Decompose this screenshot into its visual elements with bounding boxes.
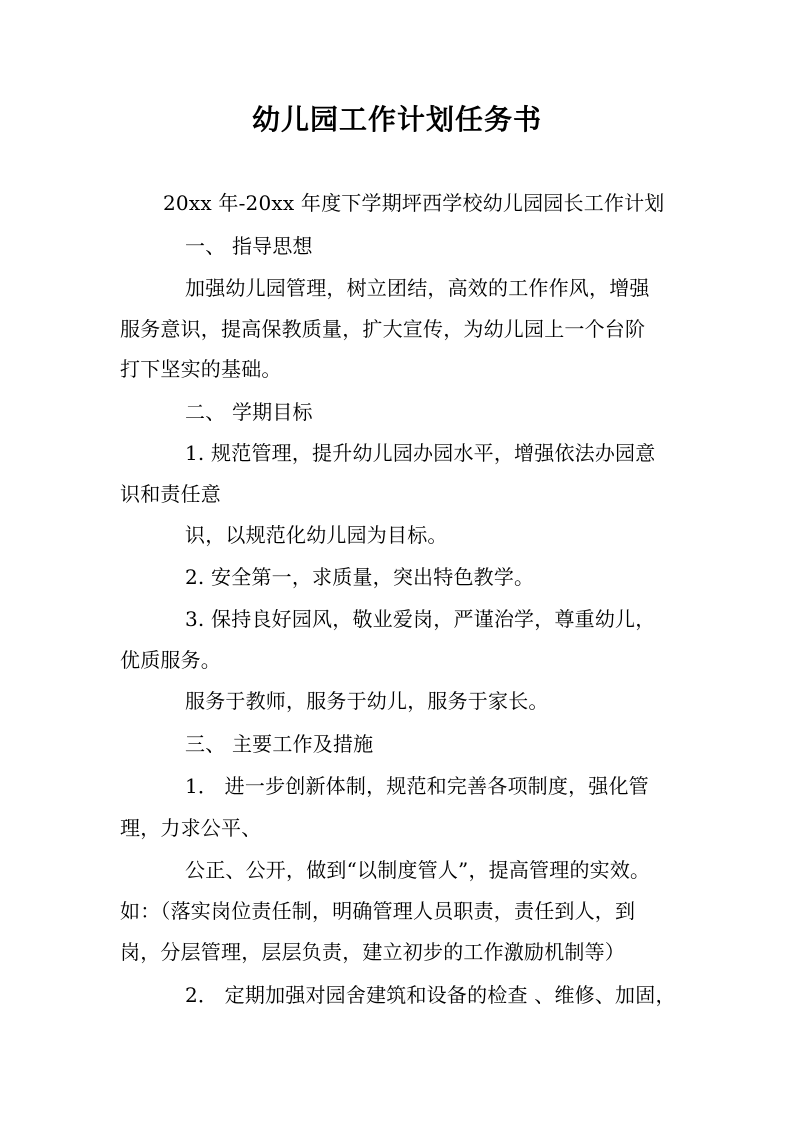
paragraph-line: 加强幼儿园管理，树立团结，高效的工作作风，增强 bbox=[185, 276, 650, 300]
list-item-line: 1． 进一步创新体制，规范和完善各项制度，强化管 bbox=[185, 774, 649, 798]
paragraph-line: 打下坚实的基础。 bbox=[120, 357, 282, 381]
list-item-line: 岗，分层管理，层层负责，建立初步的工作激励机制等） bbox=[120, 940, 625, 964]
list-item-line: 识和责任意 bbox=[120, 482, 221, 506]
list-item-line: 优质服务。 bbox=[120, 648, 221, 672]
list-item-line: 识，以规范化幼儿园为目标。 bbox=[185, 523, 448, 547]
document-title: 幼儿园工作计划任务书 bbox=[251, 103, 542, 136]
paragraph-line: 服务于教师，服务于幼儿，服务于家长。 bbox=[185, 689, 549, 713]
list-item-line: 2． 定期加强对园舍建筑和设备的检查 、维修、加固， bbox=[185, 983, 676, 1007]
list-item-line: 理，力求公平、 bbox=[120, 816, 262, 840]
list-item-line: 2. 安全第一，求质量，突出特色教学。 bbox=[185, 565, 535, 589]
section-heading-2: 二、 学期目标 bbox=[185, 400, 313, 424]
paragraph-line: 服务意识，提高保教质量，扩大宣传，为幼儿园上一个台阶 bbox=[120, 317, 646, 341]
list-item-line: 公正、公开，做到“以制度管人”，提高管理的实效。 bbox=[185, 858, 651, 882]
list-item-line: 如：（落实岗位责任制，明确管理人员职责，责任到人，到 bbox=[120, 899, 636, 923]
list-item-line: 3. 保持良好园风，敬业爱岗，严谨治学，尊重幼儿， bbox=[185, 607, 656, 631]
section-heading-3: 三、 主要工作及措施 bbox=[185, 732, 374, 756]
list-item-line: 1. 规范管理，提升幼儿园办园水平，增强依法办园意 bbox=[185, 441, 656, 465]
section-heading-1: 一、 指导思想 bbox=[185, 234, 313, 258]
plan-subtitle: 20xx 年-20xx 年度下学期坪西学校幼儿园园长工作计划 bbox=[163, 191, 665, 215]
